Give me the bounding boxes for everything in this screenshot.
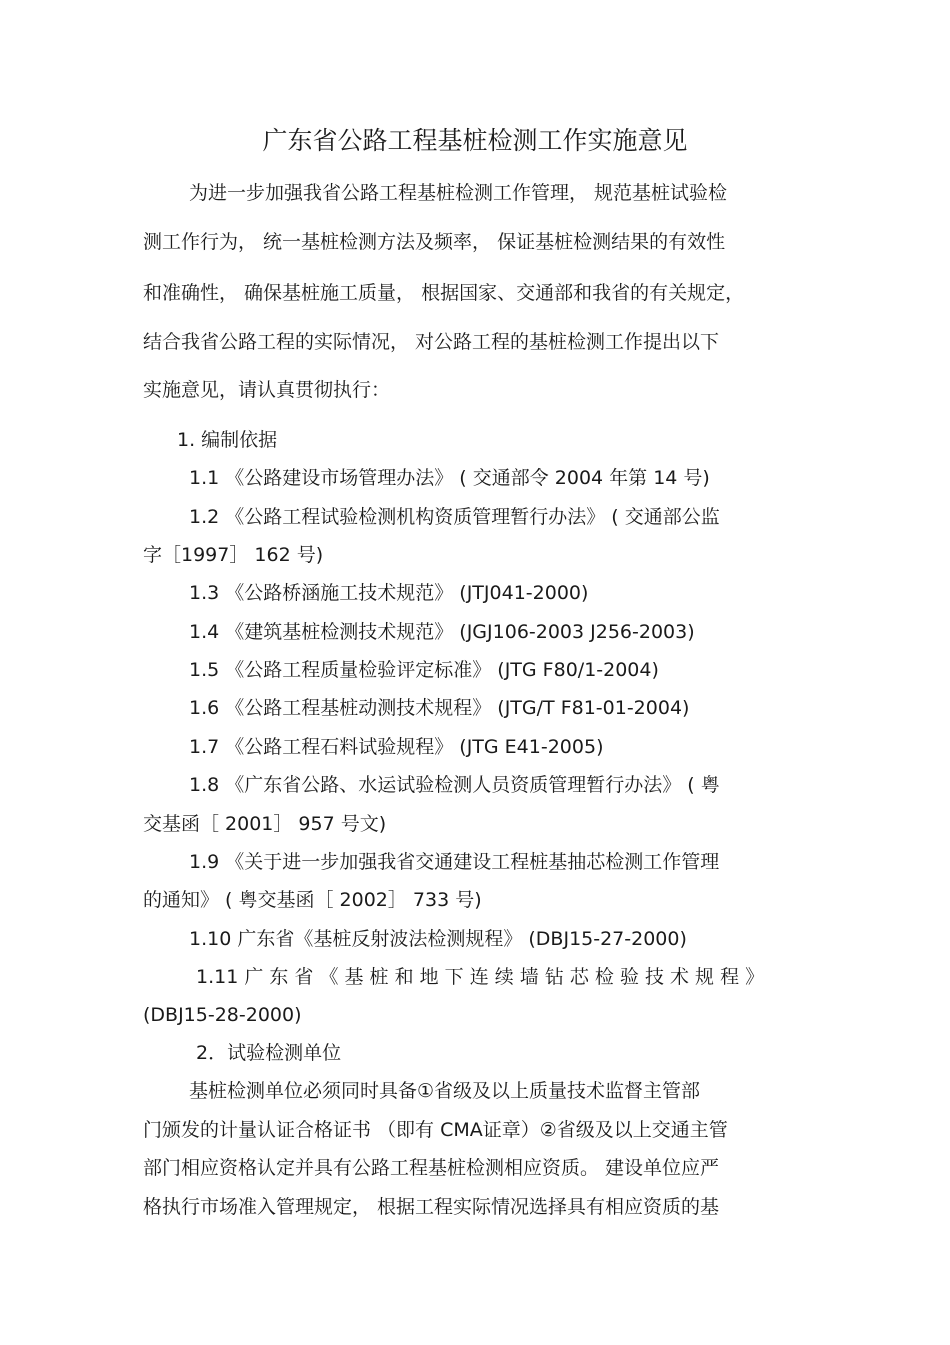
document-title: 广东省公路工程基桩检测工作实施意见 <box>262 126 688 155</box>
reference-item: 1.3 《公路桥涵施工技术规范》 (JTJ041-2000) <box>189 582 589 604</box>
intro-line: 和准确性， 确保基桩施工质量， 根据国家、交通部和我省的有关规定， <box>143 282 745 304</box>
intro-line: 结合我省公路工程的实际情况， 对公路工程的基桩检测工作提出以下 <box>143 331 720 353</box>
reference-item-continuation: 字［1997］ 162 号) <box>143 544 324 566</box>
body-line: 基桩检测单位必须同时具备①省级及以上质量技术监督主管部 <box>189 1080 701 1102</box>
reference-item: 1.10 广东省《基桩反射波法检测规程》 (DBJ15-27-2000) <box>189 928 687 950</box>
reference-item: 1.7 《公路工程石料试验规程》 (JTG E41-2005) <box>189 736 604 758</box>
reference-item-continuation: 交基函［ 2001］ 957 号文) <box>143 813 387 835</box>
reference-item: 1.5 《公路工程质量检验评定标准》 (JTG F80/1-2004) <box>189 659 659 681</box>
intro-line: 为进一步加强我省公路工程基桩检测工作管理， 规范基桩试验检 <box>189 182 728 204</box>
reference-item: 1.9 《关于进一步加强我省交通建设工程桩基抽芯检测工作管理 <box>189 851 720 873</box>
intro-line: 实施意见，请认真贯彻执行： <box>143 379 391 401</box>
body-line: 部门相应资格认定并具有公路工程基桩检测相应资质。 建设单位应严 <box>143 1157 720 1179</box>
reference-item-continuation: (DBJ15-28-2000) <box>143 1004 302 1026</box>
reference-item: 1.4 《建筑基桩检测技术规范》 (JGJ106-2003 J256-2003) <box>189 621 695 643</box>
reference-item: 1.8 《广东省公路、水运试验检测人员资质管理暂行办法》 ( 粤 <box>189 774 720 796</box>
section-heading: 2．试验检测单位 <box>196 1042 342 1064</box>
reference-item: 1.11 广 东 省 《 基 桩 和 地 下 连 续 墙 钻 芯 检 验 技 术 规 程 》 <box>196 966 765 988</box>
section-heading: 1. 编制依据 <box>177 429 278 451</box>
reference-item: 1.1 《公路建设市场管理办法》 ( 交通部令 2004 年第 14 号) <box>189 467 710 489</box>
reference-item: 1.6 《公路工程基桩动测技术规程》 (JTG/T F81-01-2004) <box>189 697 690 719</box>
intro-line: 测工作行为， 统一基桩检测方法及频率， 保证基桩检测结果的有效性 <box>143 231 726 253</box>
body-line: 门颁发的计量认证合格证书 （即有 CMA证章）②省级及以上交通主管 <box>143 1119 728 1141</box>
reference-item-continuation: 的通知》 ( 粤交基函［ 2002］ 733 号) <box>143 889 482 911</box>
body-line: 格执行市场准入管理规定， 根据工程实际情况选择具有相应资质的基 <box>143 1196 720 1218</box>
reference-item: 1.2 《公路工程试验检测机构资质管理暂行办法》 ( 交通部公监 <box>189 506 720 528</box>
